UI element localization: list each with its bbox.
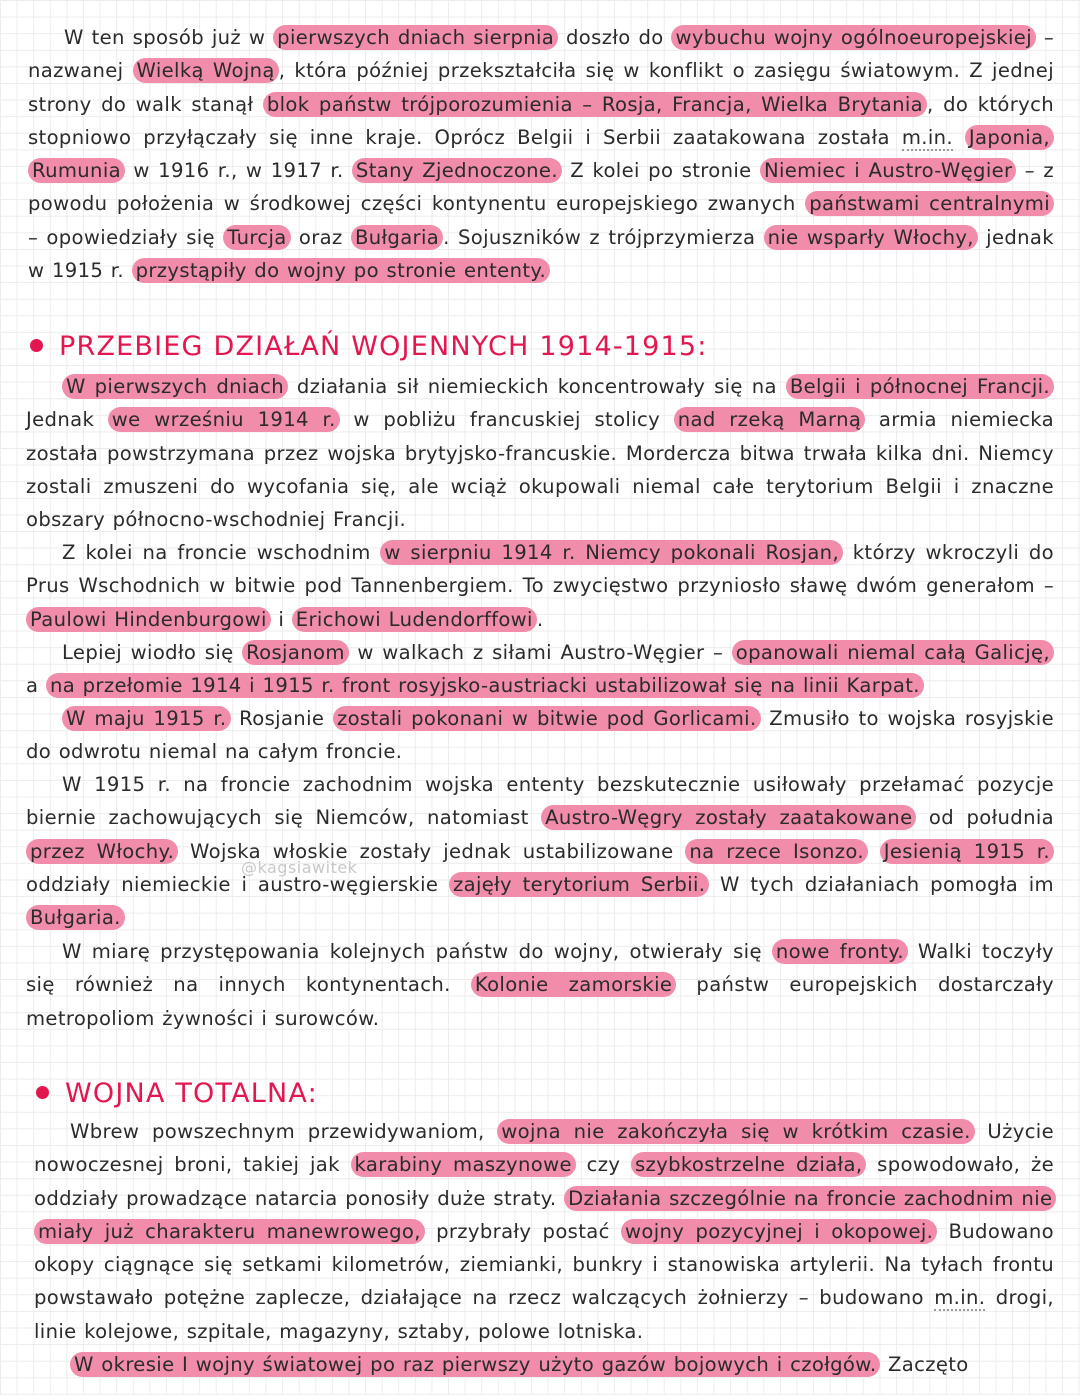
highlighted-phrase: wojna nie zakończyła się w krótkim czasie. <box>497 1119 974 1144</box>
highlighted-phrase: Wielką Wojną <box>133 58 279 83</box>
highlighted-phrase: Turcja <box>223 225 290 250</box>
text-run: Zaczęto <box>880 1353 969 1376</box>
highlighted-phrase: Erichowi Ludendorffowi <box>292 607 537 632</box>
paragraph-gorlice <box>26 702 1054 769</box>
text-run: Wojska włoskie zostały jednak ustabilizowane <box>178 839 686 863</box>
text-run: Wbrew powszechnym przewidywaniom, <box>70 1120 498 1143</box>
text-run: Lepiej wiodło się <box>62 641 243 664</box>
highlighted-phrase: Bułgaria <box>351 225 443 250</box>
highlighted-phrase: wybuchu wojny ogólnoeuropejskiej <box>671 25 1036 50</box>
highlighted-phrase: we wrześniu 1914 r. <box>108 407 340 432</box>
highlighted-phrase: na rzece Isonzo. <box>685 839 868 864</box>
paragraph-gas-and-tanks <box>34 1348 1054 1381</box>
text-run: – nazwanej <box>28 26 1055 83</box>
text-run: Z kolei na froncie wschodnim <box>62 541 381 564</box>
text-run: od południa <box>916 806 1054 830</box>
text-run: , do których stopniowo przyłączały się inne kraje. Oprócz Belgii i Serbii zaatakowana została <box>28 92 1054 149</box>
section-heading-total-war <box>36 1076 318 1112</box>
text-run: – z powodu położenia w środkowej części kontynentu europejskiego zwanych <box>28 159 1054 216</box>
text-run: działania sił niemieckich koncentrowały się na <box>287 375 786 398</box>
text-run: oraz <box>290 225 351 249</box>
text-run: . <box>536 607 544 631</box>
paragraph-western-front-1914 <box>26 370 1054 536</box>
text-run: i <box>270 607 292 631</box>
text-run: W tych działaniach pomogła im <box>709 872 1054 896</box>
paragraph-1915 <box>26 768 1054 934</box>
text-run: którzy wkroczyli do Prus Wschodnich w bitwie pod Tannenbergiem. To zwycięstwo przyniosło sławę dwóm generałom – <box>26 541 1054 598</box>
text-run: czy <box>575 1153 631 1177</box>
highlighted-phrase: nad rzeką Marną <box>674 407 866 432</box>
highlighted-phrase: przez Włochy. <box>26 839 178 864</box>
abbreviation: m.in. <box>901 125 953 149</box>
highlighted-phrase: na przełomie 1914 i 1915 r. front rosyjsko-austriacki ustabilizował się na linii Karpat. <box>46 673 924 698</box>
section-heading-text: WOJNA TOTALNA: <box>65 1078 318 1109</box>
bullet-icon <box>30 339 43 352</box>
highlighted-phrase: szybkostrzelne działa, <box>631 1152 866 1177</box>
highlighted-phrase: nie wsparły Włochy, <box>764 225 978 250</box>
text-run: Rosjanie <box>230 707 333 730</box>
paragraph-total-war <box>34 1115 1054 1348</box>
text-run: spowodowało, że oddziały prowadzące natarcia ponosiły duże straty. <box>34 1153 1054 1210</box>
text-run <box>868 840 880 863</box>
highlighted-phrase: Działania szczególnie na froncie zachodnim nie miały już charakteru manewrowego, <box>34 1186 1056 1244</box>
text-run: , która później przekształciła się w konflikt o zasięgu światowym. Z jednej strony do walk stanął <box>28 59 1055 116</box>
text-run: W 1915 r. na froncie zachodnim wojska ententy bezskutecznie usiłowały przełamać pozycje biernie zachowujących się Niemców, natomiast <box>26 773 1054 830</box>
highlighted-phrase: pierwszych dniach sierpnia <box>273 25 558 50</box>
text-run: jednak w 1915 r. <box>28 225 1054 283</box>
abbreviation: m.in. <box>934 1286 986 1310</box>
highlighted-phrase: karabiny maszynowe <box>351 1152 576 1177</box>
highlighted-phrase: Austro-Węgry zostały zaatakowane <box>541 805 916 830</box>
text-run: Budowano okopy ciągnące się setkami kilometrów, ziemianki, bunkry i stanowiska artylerii. Na tyłach frontu powstawało potężne zaplecze, działające na rzecz walczących żołnierzy – budowano <box>34 1219 1055 1310</box>
highlighted-phrase: W pierwszych dniach <box>62 374 288 399</box>
highlighted-phrase: Bułgaria. <box>26 905 125 930</box>
highlighted-phrase: Stany Zjednoczone. <box>352 158 562 183</box>
highlighted-phrase: Japonia, Rumunia <box>28 125 1054 183</box>
highlighted-phrase: Jesienią 1915 r. <box>880 839 1054 864</box>
paragraph-galicia <box>26 636 1054 703</box>
highlighted-phrase: przystąpiły do wojny po stronie ententy. <box>132 258 551 283</box>
highlighted-phrase: Belgii i północnej Francji. <box>786 374 1054 399</box>
text-run: armia niemiecka została powstrzymana przez wojska brytyjsko-francuskie. Mordercza bitwa trwała kilka dni. Niemcy zostali zmuszeni do wycofania się, ale wciąż okupowali niemal całe terytorium Belgii i znaczne obszary północno-wschodniej Francji. <box>26 408 1054 532</box>
bullet-icon <box>36 1086 49 1099</box>
text-run: W miarę przystępowania kolejnych państw do wojny, otwierały się <box>62 940 772 963</box>
text-run: a <box>26 674 46 698</box>
section-heading-text: PRZEBIEG DZIAŁAŃ WOJENNYCH 1914-1915: <box>59 331 708 362</box>
highlighted-phrase: W okresie I wojny światowej po raz pierwszy użyto gazów bojowych i czołgów. <box>70 1352 880 1377</box>
text-run: Użycie nowoczesnej broni, takiej jak <box>34 1120 1055 1177</box>
watermark: @kagsiawitek <box>241 858 358 877</box>
text-run: . Sojuszników z trójprzymierza <box>443 225 764 249</box>
highlighted-phrase: państwami centralnymi <box>805 191 1054 216</box>
text-run: Jednak <box>26 408 108 432</box>
section-heading-military-operations <box>30 329 708 365</box>
text-run: drogi, linie kolejowe, szpitale, magazyny, sztaby, polowe lotniska. <box>34 1286 1054 1343</box>
text-run: Walki toczyły się również na innych kontynentach. <box>26 940 1054 997</box>
text-run: w pobliżu francuskiej stolicy <box>339 408 674 432</box>
highlighted-phrase: opanowali niemal całą Galicję, <box>732 640 1054 665</box>
highlighted-phrase: zostali pokonani w bitwie pod Gorlicami. <box>333 706 761 731</box>
text-run <box>953 126 965 149</box>
text-run: W ten sposób już w <box>64 26 274 49</box>
highlighted-phrase: W maju 1915 r. <box>62 706 231 731</box>
paragraph-war-outbreak <box>28 21 1054 287</box>
text-run: Z kolei po stronie <box>561 159 760 183</box>
text-run: – opowiedziały się <box>28 225 224 249</box>
text-run: oddziały niemieckie i austro-węgierskie <box>26 872 449 896</box>
paragraph-new-fronts <box>26 935 1054 1035</box>
text-run: doszło do <box>558 26 672 49</box>
highlighted-phrase: zajęły terytorium Serbii. <box>449 872 709 897</box>
highlighted-phrase: nowe fronty. <box>772 939 908 964</box>
highlighted-phrase: Rosjanom <box>242 640 349 665</box>
text-run: w 1916 r., w 1917 r. <box>124 159 352 183</box>
text-run: Zmusiło to wojska rosyjskie do odwrotu niemal na całym froncie. <box>26 707 1054 764</box>
highlighted-phrase: w sierpniu 1914 r. Niemcy pokonali Rosjan, <box>380 540 843 565</box>
text-run: przybrały postać <box>424 1219 621 1243</box>
paragraph-eastern-front-1914 <box>26 536 1054 636</box>
text-run: państw europejskich dostarczały metropoliom żywności i surowców. <box>26 973 1054 1030</box>
highlighted-phrase: Paulowi Hindenburgowi <box>26 607 271 632</box>
highlighted-phrase: wojny pozycyjnej i okopowej. <box>621 1219 937 1244</box>
highlighted-phrase: Kolonie zamorskie <box>471 972 676 997</box>
highlighted-phrase: Niemiec i Austro-Węgier <box>760 158 1016 183</box>
text-run: w walkach z siłami Austro-Węgier – <box>348 641 732 664</box>
highlighted-phrase: blok państw trójporozumienia – Rosja, Francja, Wielka Brytania <box>263 92 927 117</box>
